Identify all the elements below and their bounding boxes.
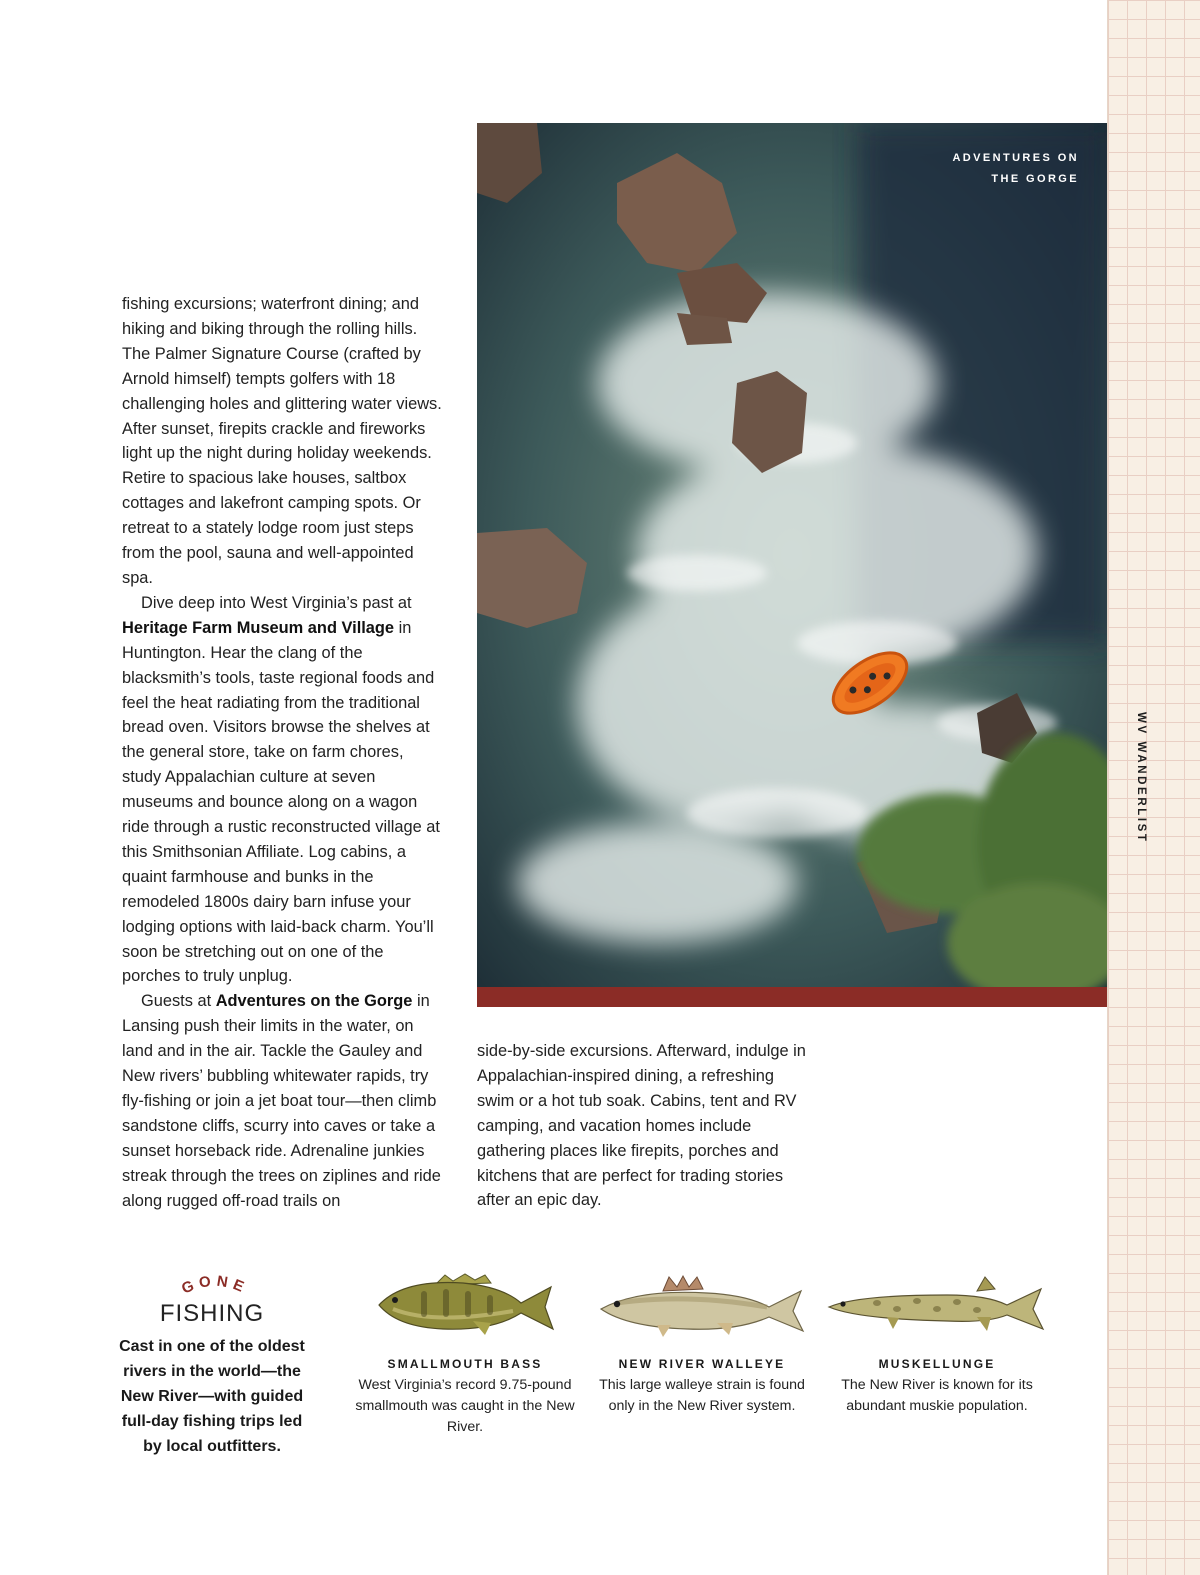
section-label: WV WANDERLIST <box>1135 712 1147 844</box>
fish-card-new-river-walleye <box>592 1273 812 1417</box>
photo-credit: ADVENTURES ON THE GORGE <box>952 152 1079 185</box>
paragraph-adventures-gorge: Guests at Adventures on the Gorge in Lansing push their limits in the water, on land and in the air. Tackle the Gauley and New rivers’ bubbling whitewater rapids, try fly-fishing or join a jet boat tour—then climb sandstone cliffs, scurry into caves or take a sunset horseback ride. Adrenaline junkies streak through the trees on ziplines and ride along rugged off-road trails on <box>122 992 441 1210</box>
fishing-title: FISHING <box>159 1300 265 1327</box>
muskellunge-illustration <box>827 1273 1047 1337</box>
smallmouth-bass-illustration <box>373 1273 558 1337</box>
photo-accent-bar <box>477 987 1107 1007</box>
fish-name: SMALLMOUTH BASS <box>387 1357 543 1371</box>
fish-card-smallmouth-bass <box>355 1273 575 1438</box>
fish-card-muskellunge <box>827 1273 1047 1417</box>
paragraph-lake-resort: fishing excursions; waterfront dining; and hiking and biking through the rolling hills. The Palmer Signature Course (crafted by Arnold himself) tempts golfers with 18 challenging holes and glittering water views. After sunset, firepits crackle and fireworks light up the night during holiday weekends. Retire to spacious lake houses, saltbox cottages and lakefront camping spots. Or retreat to a stately lodge room just steps from the pool, sauna and well-appointed spa. <box>122 295 442 587</box>
article-column-1 <box>122 292 442 1214</box>
fish-description: This large walleye strain is found only in the New River system. <box>599 1377 805 1414</box>
paragraph-heritage-farm: Dive deep into West Virginia’s past at Heritage Farm Museum and Village in Huntington. Hear the clang of the blacksmith’s tools, taste regional foods and feel the heat radiating from the traditional bread oven. Visitors browse the shelves at the general store, take on farm chores, study Appalachian culture at seven museums and bounce along on a wagon ride through a rustic reconstructed village at this Smithsonian Affiliate. Log cabins, a quaint farmhouse and bunks in the remodeled 1800s dairy barn infuse your lodging options with laid-back charm. You’ll soon be stretching out on one of the porches to truly unplug. <box>122 593 440 986</box>
grid-side-strip <box>1107 0 1200 1575</box>
adventures-gorge-name: Adventures on the Gorge <box>215 992 413 1011</box>
heritage-farm-name: Heritage Farm Museum and Village <box>122 618 395 637</box>
article-column-2 <box>477 1039 807 1213</box>
svg-text:GONE: GONE <box>179 1272 251 1298</box>
walleye-illustration <box>597 1273 807 1337</box>
fish-name: MUSKELLUNGE <box>878 1357 996 1371</box>
fishing-description: Cast in one of the oldest rivers in the world—the New River—with guided full-day fishing trips led by local outfitters. <box>119 1338 305 1455</box>
paragraph-afterward: side-by-side excursions. Afterward, indulge in Appalachian-inspired dining, a refreshing swim or a hot tub soak. Cabins, tent and RV camping, and vacation homes include gathering places like firepits, porches and kitchens that are perfect for trading stories after an epic day. <box>477 1042 806 1210</box>
fish-description: The New River is known for its abundant muskie population. <box>841 1377 1033 1414</box>
river-rafting-photo <box>477 123 1107 987</box>
fish-name: NEW RIVER WALLEYE <box>618 1357 786 1371</box>
gone-kicker <box>170 1268 260 1300</box>
rapids-illustration <box>477 123 1107 987</box>
fish-description: West Virginia’s record 9.75-pound smallmouth was caught in the New River. <box>355 1377 575 1435</box>
